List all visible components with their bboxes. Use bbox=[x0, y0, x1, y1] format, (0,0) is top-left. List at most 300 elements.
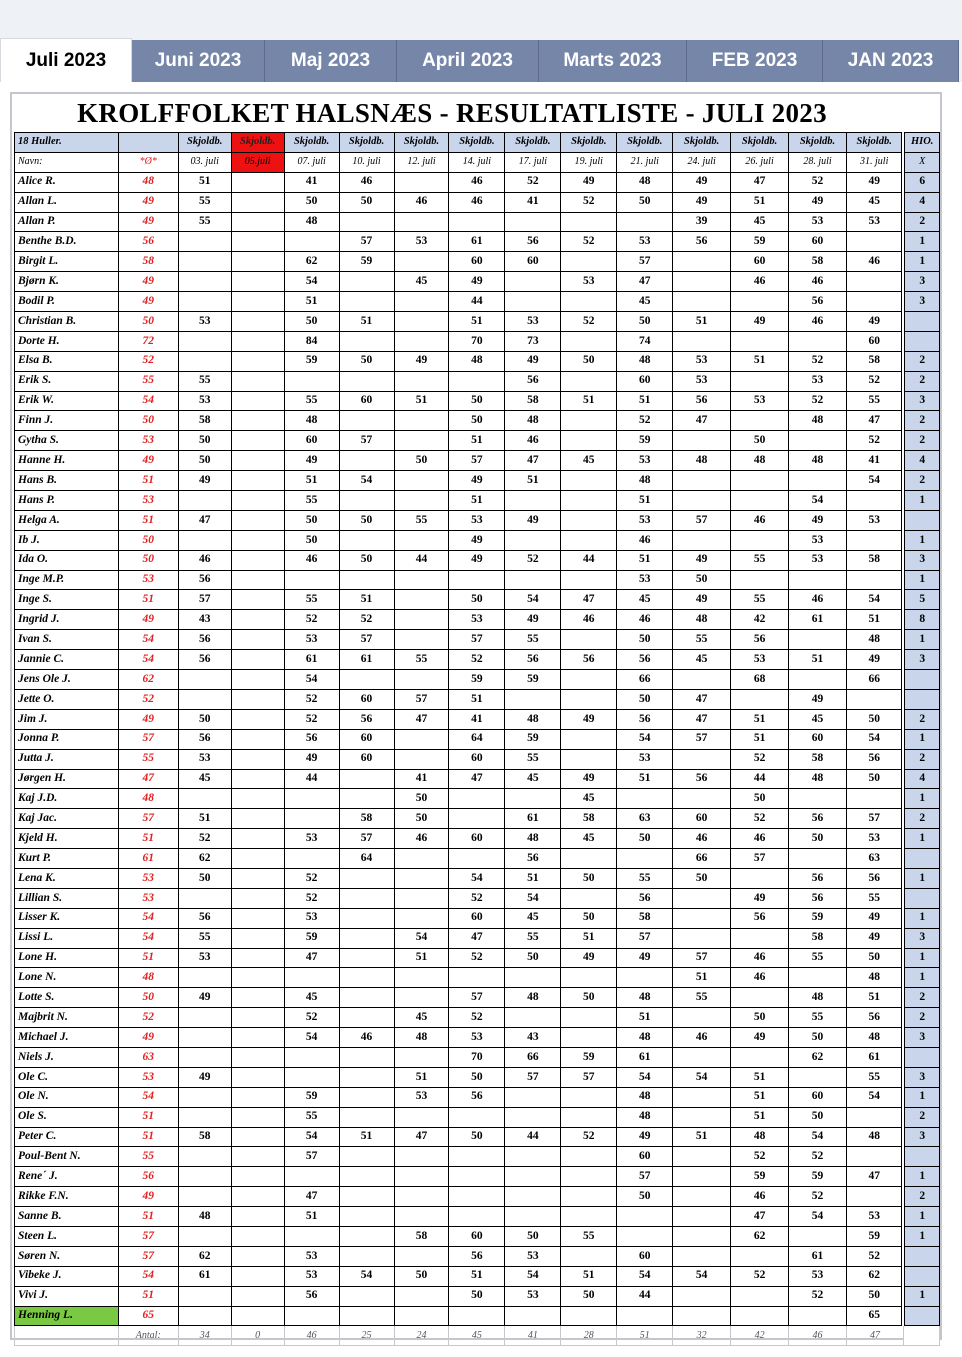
player-average: 48 bbox=[118, 172, 178, 192]
score-cell bbox=[394, 1207, 449, 1227]
score-cell: 45 bbox=[617, 590, 673, 610]
score-cell: 53 bbox=[178, 312, 231, 332]
score-cell bbox=[178, 1306, 231, 1326]
score-cell bbox=[284, 1226, 339, 1246]
player-row bbox=[15, 550, 940, 570]
player-average: 49 bbox=[118, 192, 178, 212]
score-cell bbox=[505, 530, 561, 550]
score-cell bbox=[673, 1246, 731, 1266]
score-cell bbox=[231, 371, 284, 391]
player-average: 49 bbox=[118, 610, 178, 630]
player-row bbox=[15, 630, 940, 650]
score-cell bbox=[673, 1087, 731, 1107]
hio-count bbox=[903, 510, 939, 530]
score-cell: 49 bbox=[394, 351, 449, 371]
score-cell: 52 bbox=[561, 1127, 617, 1147]
score-cell: 48 bbox=[617, 988, 673, 1008]
player-average: 49 bbox=[118, 709, 178, 729]
score-cell: 46 bbox=[731, 272, 789, 292]
score-cell: 51 bbox=[673, 1127, 731, 1147]
score-cell: 50 bbox=[178, 709, 231, 729]
round-count: 46 bbox=[284, 1326, 339, 1346]
score-cell: 56 bbox=[178, 650, 231, 670]
score-cell bbox=[231, 948, 284, 968]
score-cell bbox=[673, 1008, 731, 1028]
date-header: 05.juli bbox=[231, 152, 284, 172]
player-name: Sanne B. bbox=[15, 1207, 119, 1227]
score-cell bbox=[394, 1107, 449, 1127]
player-average: 50 bbox=[118, 530, 178, 550]
score-cell: 73 bbox=[505, 331, 561, 351]
score-cell: 53 bbox=[284, 630, 339, 650]
hio-count bbox=[903, 312, 939, 332]
score-cell: 45 bbox=[394, 1008, 449, 1028]
tab-maj-2023[interactable]: Maj 2023 bbox=[265, 40, 397, 82]
score-cell: 53 bbox=[731, 650, 789, 670]
score-cell: 53 bbox=[394, 232, 449, 252]
score-cell bbox=[231, 312, 284, 332]
score-cell: 53 bbox=[561, 272, 617, 292]
round-count: 24 bbox=[394, 1326, 449, 1346]
score-cell: 48 bbox=[846, 630, 903, 650]
score-cell: 50 bbox=[449, 590, 505, 610]
score-cell: 57 bbox=[505, 1067, 561, 1087]
score-cell bbox=[673, 1226, 731, 1246]
score-cell: 50 bbox=[617, 630, 673, 650]
score-cell: 56 bbox=[617, 709, 673, 729]
venue-header: Skjoldb. bbox=[339, 133, 394, 153]
score-cell: 46 bbox=[394, 829, 449, 849]
date-header: 21. juli bbox=[617, 152, 673, 172]
player-name: Hans P. bbox=[15, 491, 119, 511]
player-row bbox=[15, 1187, 940, 1207]
score-cell bbox=[394, 371, 449, 391]
score-cell bbox=[561, 1087, 617, 1107]
player-average: 65 bbox=[118, 1306, 178, 1326]
score-cell: 52 bbox=[284, 709, 339, 729]
score-cell bbox=[789, 570, 847, 590]
score-cell bbox=[339, 1306, 394, 1326]
score-cell: 45 bbox=[561, 829, 617, 849]
score-cell: 49 bbox=[673, 590, 731, 610]
score-cell: 60 bbox=[449, 829, 505, 849]
player-average: 48 bbox=[118, 968, 178, 988]
score-cell bbox=[339, 451, 394, 471]
score-cell bbox=[394, 411, 449, 431]
score-cell: 54 bbox=[505, 590, 561, 610]
score-cell bbox=[394, 1167, 449, 1187]
score-cell: 55 bbox=[617, 868, 673, 888]
score-cell bbox=[178, 530, 231, 550]
score-cell: 47 bbox=[731, 1207, 789, 1227]
hio-count: 3 bbox=[903, 272, 939, 292]
player-row bbox=[15, 1246, 940, 1266]
hio-count: 8 bbox=[903, 610, 939, 630]
score-cell: 54 bbox=[505, 1266, 561, 1286]
score-cell: 58 bbox=[178, 411, 231, 431]
score-cell: 48 bbox=[846, 1127, 903, 1147]
score-cell: 56 bbox=[617, 650, 673, 670]
player-row bbox=[15, 471, 940, 491]
score-cell: 51 bbox=[846, 610, 903, 630]
score-cell bbox=[231, 689, 284, 709]
venue-header: Skjoldb. bbox=[789, 133, 847, 153]
score-cell bbox=[339, 789, 394, 809]
score-cell: 50 bbox=[284, 312, 339, 332]
score-cell: 58 bbox=[789, 928, 847, 948]
score-cell: 51 bbox=[284, 471, 339, 491]
score-cell bbox=[231, 630, 284, 650]
score-cell: 48 bbox=[673, 610, 731, 630]
score-cell bbox=[231, 491, 284, 511]
score-cell: 56 bbox=[178, 630, 231, 650]
player-name: Birgit L. bbox=[15, 252, 119, 272]
score-cell: 50 bbox=[449, 1067, 505, 1087]
score-cell: 50 bbox=[561, 868, 617, 888]
score-cell: 60 bbox=[284, 431, 339, 451]
score-cell: 56 bbox=[178, 570, 231, 590]
score-cell bbox=[394, 431, 449, 451]
score-cell bbox=[846, 292, 903, 312]
score-cell bbox=[846, 1107, 903, 1127]
score-cell bbox=[505, 789, 561, 809]
score-cell bbox=[561, 411, 617, 431]
score-cell: 48 bbox=[731, 451, 789, 471]
score-cell bbox=[505, 1207, 561, 1227]
hio-count: 2 bbox=[903, 212, 939, 232]
score-cell: 53 bbox=[846, 510, 903, 530]
score-cell: 66 bbox=[673, 849, 731, 869]
venue-header: Skjoldb. bbox=[731, 133, 789, 153]
score-cell: 50 bbox=[846, 769, 903, 789]
tab-jan-2023[interactable]: JAN 2023 bbox=[823, 40, 959, 82]
date-header: 10. juli bbox=[339, 152, 394, 172]
score-cell bbox=[846, 232, 903, 252]
score-cell bbox=[231, 431, 284, 451]
score-cell: 56 bbox=[731, 630, 789, 650]
score-cell: 49 bbox=[561, 769, 617, 789]
player-average: 47 bbox=[118, 769, 178, 789]
venue-header: Skjoldb. bbox=[449, 133, 505, 153]
venue-header: Skjoldb. bbox=[231, 133, 284, 153]
player-name: Dorte H. bbox=[15, 331, 119, 351]
hio-count: 1 bbox=[903, 1226, 939, 1246]
player-row bbox=[15, 610, 940, 630]
player-average: 50 bbox=[118, 550, 178, 570]
score-cell: 51 bbox=[617, 1008, 673, 1028]
player-name: Jannie C. bbox=[15, 650, 119, 670]
score-cell: 61 bbox=[178, 1266, 231, 1286]
score-cell bbox=[231, 212, 284, 232]
score-cell: 57 bbox=[449, 451, 505, 471]
score-cell: 56 bbox=[846, 1008, 903, 1028]
score-cell: 49 bbox=[673, 550, 731, 570]
score-cell bbox=[617, 849, 673, 869]
hio-subheader: X bbox=[903, 152, 939, 172]
score-cell: 47 bbox=[846, 411, 903, 431]
score-cell: 51 bbox=[617, 391, 673, 411]
score-cell bbox=[561, 491, 617, 511]
player-name: Christian B. bbox=[15, 312, 119, 332]
player-name: Jutta J. bbox=[15, 749, 119, 769]
date-header: 24. juli bbox=[673, 152, 731, 172]
score-cell: 52 bbox=[789, 391, 847, 411]
score-cell bbox=[231, 1187, 284, 1207]
score-cell: 53 bbox=[846, 829, 903, 849]
score-cell bbox=[846, 689, 903, 709]
page-title: KROLFFOLKET HALSNÆS - RESULTATLISTE - JULI 2023 bbox=[77, 98, 827, 128]
player-average: 51 bbox=[118, 471, 178, 491]
score-cell: 56 bbox=[846, 868, 903, 888]
score-cell: 56 bbox=[673, 391, 731, 411]
score-cell bbox=[231, 1286, 284, 1306]
score-cell: 53 bbox=[846, 1207, 903, 1227]
score-cell: 53 bbox=[673, 351, 731, 371]
score-cell: 48 bbox=[617, 1087, 673, 1107]
score-cell: 53 bbox=[449, 510, 505, 530]
score-cell bbox=[673, 928, 731, 948]
score-cell: 50 bbox=[789, 829, 847, 849]
player-row bbox=[15, 212, 940, 232]
score-cell bbox=[617, 1207, 673, 1227]
player-row bbox=[15, 590, 940, 610]
score-cell: 60 bbox=[449, 749, 505, 769]
score-cell bbox=[339, 928, 394, 948]
score-cell: 50 bbox=[178, 868, 231, 888]
score-cell: 48 bbox=[846, 1028, 903, 1048]
score-cell: 56 bbox=[505, 371, 561, 391]
hio-count: 1 bbox=[903, 789, 939, 809]
score-cell: 51 bbox=[394, 391, 449, 411]
score-cell bbox=[339, 1286, 394, 1306]
score-cell: 66 bbox=[505, 1047, 561, 1067]
score-cell: 50 bbox=[394, 789, 449, 809]
player-name: Kurt P. bbox=[15, 849, 119, 869]
score-cell: 51 bbox=[449, 312, 505, 332]
score-cell: 46 bbox=[449, 172, 505, 192]
score-cell bbox=[339, 1226, 394, 1246]
score-cell: 50 bbox=[449, 1127, 505, 1147]
date-header: 17. juli bbox=[505, 152, 561, 172]
score-cell: 48 bbox=[505, 709, 561, 729]
score-cell: 53 bbox=[284, 1246, 339, 1266]
score-cell: 56 bbox=[178, 908, 231, 928]
score-cell: 51 bbox=[339, 312, 394, 332]
score-cell bbox=[394, 331, 449, 351]
score-cell bbox=[673, 252, 731, 272]
hio-count: 2 bbox=[903, 1187, 939, 1207]
score-cell: 47 bbox=[673, 689, 731, 709]
score-cell: 59 bbox=[617, 431, 673, 451]
player-average: 53 bbox=[118, 868, 178, 888]
score-cell bbox=[231, 789, 284, 809]
player-average: 54 bbox=[118, 928, 178, 948]
tab-juni-2023[interactable]: Juni 2023 bbox=[132, 40, 265, 82]
score-cell: 51 bbox=[561, 928, 617, 948]
score-cell bbox=[231, 809, 284, 829]
score-cell bbox=[617, 789, 673, 809]
score-cell: 56 bbox=[789, 292, 847, 312]
hio-count: 2 bbox=[903, 988, 939, 1008]
round-count: 32 bbox=[673, 1326, 731, 1346]
player-name: Lena K. bbox=[15, 868, 119, 888]
score-cell bbox=[231, 471, 284, 491]
score-cell: 62 bbox=[178, 849, 231, 869]
score-cell bbox=[731, 491, 789, 511]
venue-header: Skjoldb. bbox=[505, 133, 561, 153]
player-average: 51 bbox=[118, 510, 178, 530]
player-average: 54 bbox=[118, 630, 178, 650]
hio-count: 1 bbox=[903, 868, 939, 888]
score-cell bbox=[561, 212, 617, 232]
footer-blank-cell bbox=[15, 1326, 119, 1346]
player-name: Jens Ole J. bbox=[15, 670, 119, 690]
score-cell: 50 bbox=[449, 391, 505, 411]
tab-juli-2023[interactable]: Juli 2023 bbox=[0, 38, 132, 82]
score-cell: 49 bbox=[789, 689, 847, 709]
score-cell: 66 bbox=[846, 670, 903, 690]
score-cell bbox=[394, 1147, 449, 1167]
score-cell bbox=[339, 948, 394, 968]
hio-header: HIO. bbox=[903, 133, 939, 153]
player-row bbox=[15, 431, 940, 451]
player-average: 51 bbox=[118, 1286, 178, 1306]
score-cell: 61 bbox=[617, 1047, 673, 1067]
score-cell: 51 bbox=[284, 292, 339, 312]
score-cell bbox=[339, 1047, 394, 1067]
score-cell: 62 bbox=[178, 1246, 231, 1266]
score-cell: 46 bbox=[617, 530, 673, 550]
score-cell bbox=[231, 192, 284, 212]
score-cell: 48 bbox=[789, 769, 847, 789]
player-name: Rikke F.N. bbox=[15, 1187, 119, 1207]
score-cell: 49 bbox=[731, 1028, 789, 1048]
score-cell: 51 bbox=[561, 1266, 617, 1286]
score-cell: 44 bbox=[617, 1286, 673, 1306]
score-cell: 50 bbox=[673, 868, 731, 888]
player-row bbox=[15, 769, 940, 789]
score-cell: 57 bbox=[339, 232, 394, 252]
score-cell: 56 bbox=[673, 769, 731, 789]
player-name: Kaj J.D. bbox=[15, 789, 119, 809]
player-name: Michael J. bbox=[15, 1028, 119, 1048]
score-cell: 56 bbox=[449, 1087, 505, 1107]
score-cell: 53 bbox=[789, 550, 847, 570]
player-row bbox=[15, 1087, 940, 1107]
score-cell: 53 bbox=[505, 1246, 561, 1266]
player-average: 54 bbox=[118, 1087, 178, 1107]
player-row bbox=[15, 888, 940, 908]
player-name: Erik W. bbox=[15, 391, 119, 411]
score-cell bbox=[231, 351, 284, 371]
score-cell: 52 bbox=[789, 1286, 847, 1306]
score-cell: 61 bbox=[846, 1047, 903, 1067]
score-cell bbox=[231, 849, 284, 869]
score-cell: 49 bbox=[617, 948, 673, 968]
score-cell: 49 bbox=[846, 172, 903, 192]
score-cell bbox=[505, 292, 561, 312]
score-cell: 54 bbox=[394, 928, 449, 948]
score-cell: 56 bbox=[339, 709, 394, 729]
player-average: 54 bbox=[118, 908, 178, 928]
player-name: Poul-Bent N. bbox=[15, 1147, 119, 1167]
score-cell: 52 bbox=[561, 312, 617, 332]
score-cell: 51 bbox=[731, 1107, 789, 1127]
player-name: Søren N. bbox=[15, 1246, 119, 1266]
tab-feb-2023[interactable]: FEB 2023 bbox=[687, 40, 823, 82]
score-cell bbox=[561, 968, 617, 988]
player-row bbox=[15, 749, 940, 769]
hio-count: 2 bbox=[903, 371, 939, 391]
score-cell bbox=[231, 1008, 284, 1028]
tab-april-2023[interactable]: April 2023 bbox=[397, 40, 539, 82]
score-cell bbox=[339, 868, 394, 888]
score-cell bbox=[561, 670, 617, 690]
score-cell bbox=[673, 908, 731, 928]
score-cell: 50 bbox=[394, 451, 449, 471]
score-cell: 57 bbox=[617, 252, 673, 272]
score-cell: 63 bbox=[846, 849, 903, 869]
score-cell: 49 bbox=[284, 451, 339, 471]
score-cell: 41 bbox=[284, 172, 339, 192]
score-cell: 62 bbox=[284, 252, 339, 272]
score-cell: 52 bbox=[731, 749, 789, 769]
player-average: 50 bbox=[118, 988, 178, 1008]
score-cell: 50 bbox=[284, 192, 339, 212]
hio-count: 2 bbox=[903, 431, 939, 451]
score-cell bbox=[505, 212, 561, 232]
score-cell: 48 bbox=[673, 451, 731, 471]
score-cell: 55 bbox=[394, 510, 449, 530]
round-count: 34 bbox=[178, 1326, 231, 1346]
score-cell bbox=[394, 888, 449, 908]
score-cell bbox=[231, 769, 284, 789]
score-cell: 52 bbox=[731, 1147, 789, 1167]
score-cell bbox=[731, 988, 789, 1008]
score-cell bbox=[394, 610, 449, 630]
score-cell: 46 bbox=[449, 192, 505, 212]
score-cell: 49 bbox=[673, 172, 731, 192]
player-row bbox=[15, 252, 940, 272]
hio-count: 2 bbox=[903, 1107, 939, 1127]
player-row bbox=[15, 729, 940, 749]
score-cell bbox=[231, 1266, 284, 1286]
player-name: Ib J. bbox=[15, 530, 119, 550]
score-cell: 59 bbox=[449, 670, 505, 690]
score-cell: 49 bbox=[561, 948, 617, 968]
score-cell bbox=[284, 789, 339, 809]
score-cell bbox=[178, 1167, 231, 1187]
score-cell: 51 bbox=[339, 590, 394, 610]
score-cell: 48 bbox=[505, 411, 561, 431]
venue-header: Skjoldb. bbox=[394, 133, 449, 153]
score-cell: 49 bbox=[178, 1067, 231, 1087]
score-cell: 56 bbox=[284, 1286, 339, 1306]
score-cell: 56 bbox=[178, 729, 231, 749]
score-cell: 74 bbox=[617, 331, 673, 351]
score-cell: 60 bbox=[789, 729, 847, 749]
hio-count: 4 bbox=[903, 769, 939, 789]
score-cell: 57 bbox=[449, 988, 505, 1008]
score-cell bbox=[394, 729, 449, 749]
hio-count: 3 bbox=[903, 1127, 939, 1147]
score-cell: 51 bbox=[617, 550, 673, 570]
score-cell: 50 bbox=[617, 1187, 673, 1207]
score-cell bbox=[673, 1147, 731, 1167]
tab-marts-2023[interactable]: Marts 2023 bbox=[539, 40, 687, 82]
score-cell bbox=[339, 1067, 394, 1087]
score-cell bbox=[731, 1306, 789, 1326]
